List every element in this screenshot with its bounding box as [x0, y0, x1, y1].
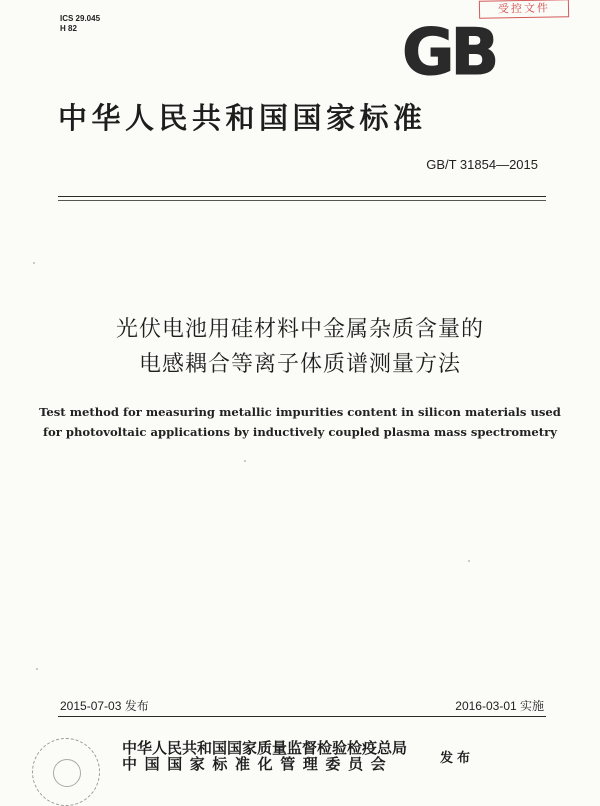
paper-speck [244, 460, 246, 462]
ccs-code: H 82 [60, 24, 77, 33]
seal-center-icon [53, 759, 81, 787]
title-cn-line1: 光伏电池用硅材料中金属杂质含量的 [115, 317, 484, 342]
paper-speck [33, 262, 35, 264]
title-en-line1: Test method for measuring metallic impurities content in silicon materials used [39, 405, 561, 419]
ics-code: ICS 29.045 [60, 14, 101, 23]
title-en-line2: for photovoltaic applications by inductively coupled plasma mass spectrometry [42, 425, 557, 439]
controlled-document-stamp: 受控文件 [479, 0, 569, 19]
national-standard-heading: 中华人民共和国国家标准 [58, 101, 427, 135]
implement-date: 2016-03-01 实施 [455, 699, 544, 713]
header-divider-thin [58, 200, 546, 201]
issue-date: 2015-07-03 发布 [60, 699, 149, 713]
paper-speck [36, 668, 38, 670]
gb-logo: GB [402, 16, 496, 90]
issuer-line2: 中国国家标准化管理委员会 [122, 755, 394, 773]
title-cn-line2: 电感耦合等离子体质谱测量方法 [138, 352, 461, 377]
header-divider [58, 196, 546, 197]
seal-icon [32, 738, 100, 806]
paper-speck [468, 560, 470, 562]
issuer-line1: 中华人民共和国国家质量监督检验检疫总局 [122, 739, 408, 757]
standard-number: GB/T 31854—2015 [426, 157, 538, 172]
publish-label: 发布 [440, 751, 475, 766]
classification-codes [60, 14, 100, 34]
footer-divider [58, 716, 546, 717]
